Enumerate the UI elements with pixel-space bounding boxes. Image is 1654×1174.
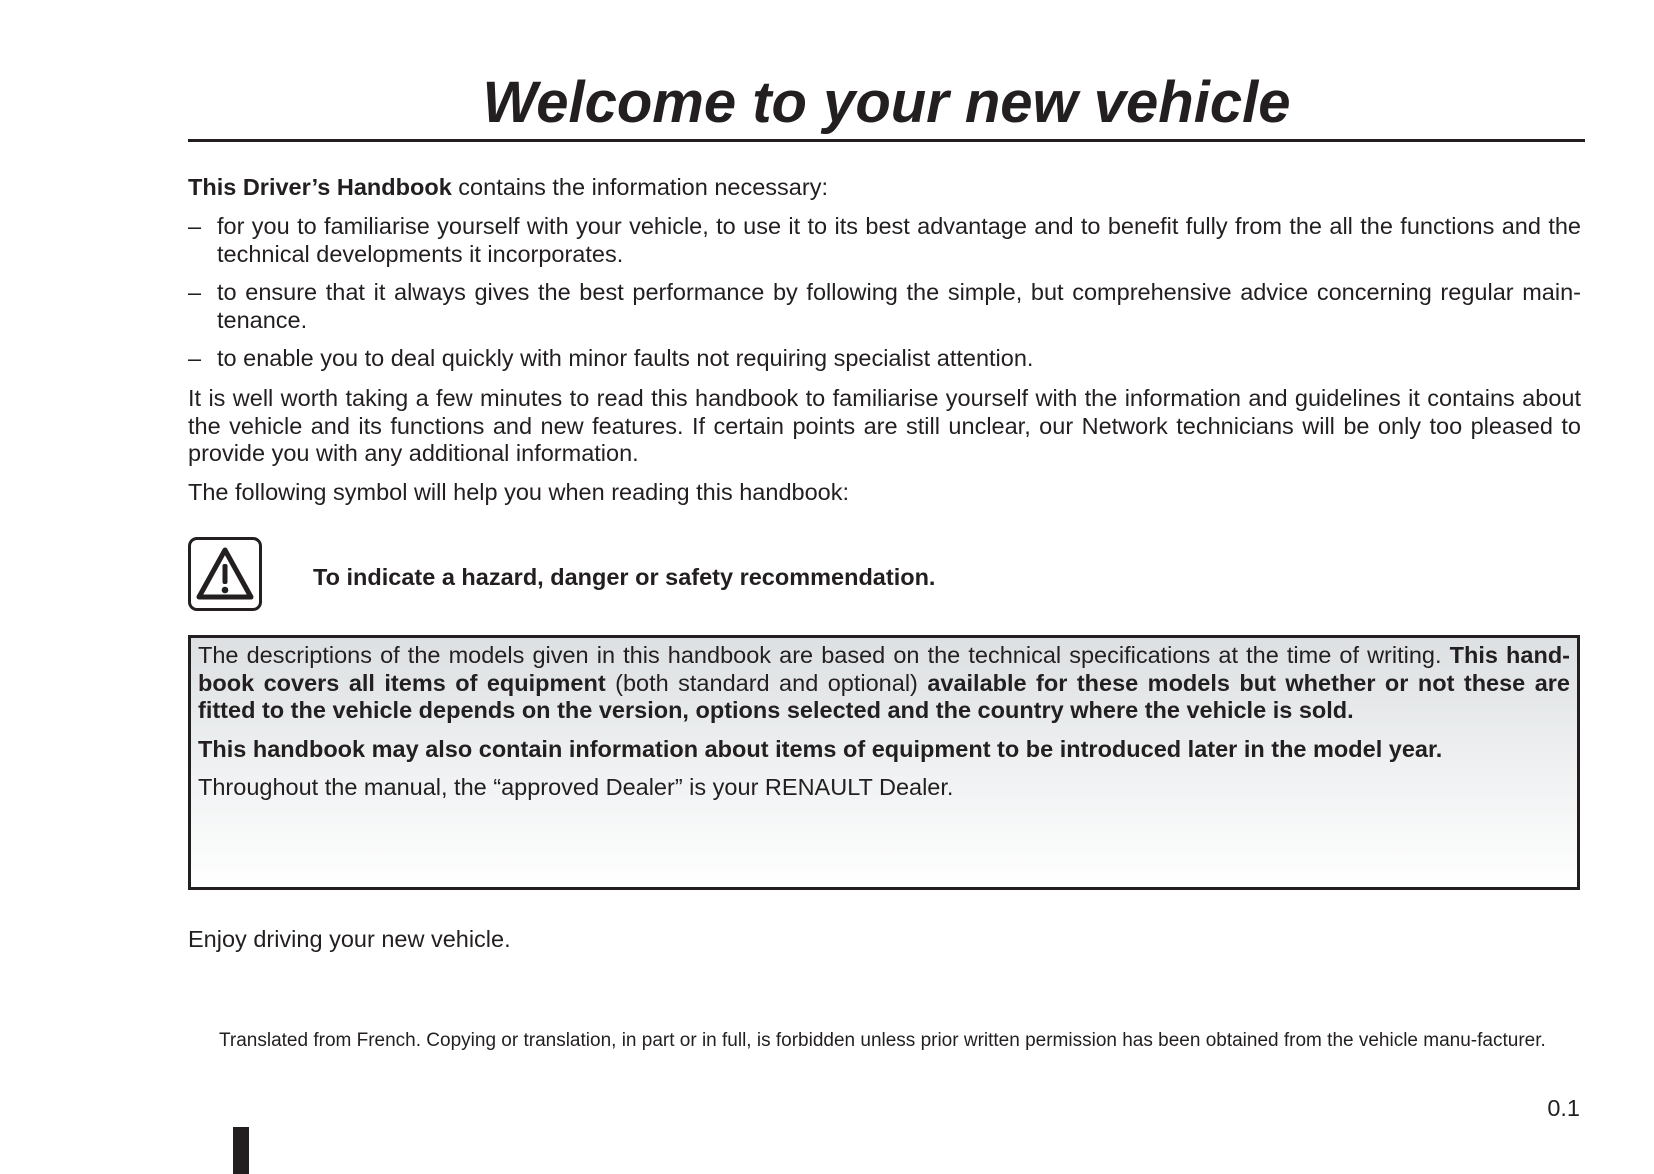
page-number: 0.1	[1547, 1095, 1580, 1121]
notice-bold-text: This hand-book covers all items of equipment	[198, 642, 1570, 696]
list-item	[188, 279, 1581, 334]
warning-triangle-icon	[188, 537, 262, 611]
bullet-text: to ensure that it always gives the best performance by following the simple, but comprehensive advice concerning regular main-tenance.	[217, 279, 1581, 333]
symbol-intro-text: The following symbol will help you when reading this handbook:	[188, 479, 849, 505]
list-item	[188, 213, 1581, 268]
page-title: Welcome to your new vehicle	[482, 70, 1291, 135]
symbol-intro-paragraph	[188, 479, 1581, 507]
intro-paragraph	[188, 174, 1581, 202]
copyright-footnote: Translated from French. Copying or translation, in part or in full, is forbidden unless prior written permission has been obtained from the vehicle manu-facturer.	[219, 1030, 1546, 1051]
notice-bold-text: This handbook may also contain information about items of equipment to be introduced later in the model year.	[198, 735, 1443, 762]
bullet-list	[188, 213, 1581, 384]
section-tab-marker	[233, 1127, 249, 1174]
title-underline	[188, 139, 1585, 142]
list-item	[188, 345, 1581, 373]
warning-triangle-glyph	[194, 545, 256, 603]
guidance-paragraph	[188, 385, 1581, 468]
bullet-dash: –	[188, 279, 202, 305]
notice-text: (both standard and optional)	[605, 669, 928, 696]
bullet-dash: –	[188, 345, 202, 371]
bullet-dash: –	[188, 213, 202, 239]
notice-paragraph-3: Throughout the manual, the “approved Dealer” is your RENAULT Dealer.	[198, 774, 954, 800]
warning-description: To indicate a hazard, danger or safety recommendation.	[313, 564, 936, 590]
notice-paragraph-1	[198, 642, 1570, 725]
bullet-text: to enable you to deal quickly with minor faults not requiring specialist attention.	[217, 345, 1034, 371]
notice-text: The descriptions of the models given in this handbook are based on the technical specifications at the time of writing.	[198, 642, 1450, 668]
notice-box	[188, 635, 1580, 890]
notice-paragraph-2	[198, 736, 1570, 764]
intro-bold: This Driver’s Handbook	[188, 174, 452, 200]
intro-rest: contains the information necessary:	[451, 174, 828, 200]
closing-line: Enjoy driving your new vehicle.	[188, 926, 511, 952]
notice-bold-text: available for these models but whether or not these are fitted to the vehicle depends on the version, options selected and the country where the vehicle is sold.	[198, 669, 1570, 723]
guidance-text: It is well worth taking a few minutes to read this handbook to familiarise yourself with the information and guidelines it contains about the vehicle and its functions and new features. If certain points are still unclear, our Network technicians will be only too pleased to provide you with any additional information.	[188, 385, 1581, 466]
bullet-text: for you to familiarise yourself with your vehicle, to use it to its best advantage and to benefit fully from the all the functions and the technical developments it incorporates.	[217, 213, 1581, 267]
